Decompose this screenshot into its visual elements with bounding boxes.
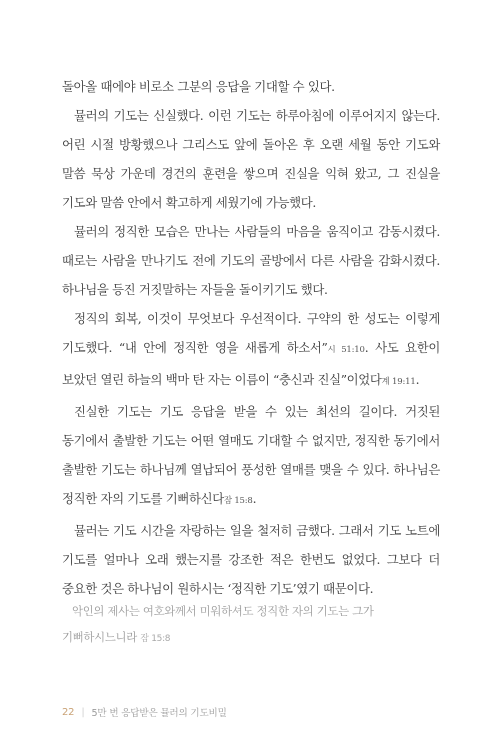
book-title: 5만 번 응답받은 뮬러의 기도비밀 bbox=[91, 708, 227, 719]
scripture-reference: 계 19:11 bbox=[381, 377, 416, 387]
paragraph-text: 돌아올 때에야 비로소 그분의 응답을 기대할 수 있다. bbox=[62, 79, 335, 94]
paragraph bbox=[62, 397, 440, 516]
paragraph bbox=[62, 72, 440, 101]
page-number: 22 bbox=[62, 706, 75, 718]
quote-text: 악인의 제사는 여호와께서 미워하셔도 정직한 자의 기도는 그가 기뻐하시느니라 bbox=[62, 604, 374, 644]
paragraph-text: . bbox=[252, 491, 257, 506]
paragraph bbox=[62, 304, 440, 397]
footer-separator: | bbox=[81, 706, 85, 718]
paragraph-text: . bbox=[415, 372, 420, 387]
paragraph bbox=[62, 101, 440, 217]
paragraph-text: 뮬러의 정직한 모습은 만나는 사람들의 마음을 움직이고 감동시켰다. 때로는 사람을 만나기도 전에 기도의 골방에서 다른 사람을 감화시켰다. 하나님을 등진 거짓말하는 자들을 돌이키기도 했다. bbox=[62, 224, 440, 297]
paragraph-text: . 사도 요한이 보았던 열린 하늘의 백마 탄 자는 이름이 “충신과 진실”이었다 bbox=[62, 340, 440, 387]
paragraph-text: 뮬러는 기도 시간을 자랑하는 일을 철저히 금했다. 그래서 기도 노트에 기도를 얼마나 오래 했는지를 강조한 적은 한번도 없었다. 그보다 더 중요한 것은 하나님이 원하시는 ‘정직한 기도’였기 때문이다. bbox=[62, 523, 440, 596]
paragraph bbox=[62, 516, 440, 603]
scripture-reference: 시 51:10 bbox=[327, 345, 365, 355]
paragraph-text: 정직의 회복, 이것이 무엇보다 우선적이다. 구약의 한 성도는 이렇게 기도했다. “내 안에 정직한 영을 새롭게 하소서” bbox=[62, 311, 440, 355]
page-footer bbox=[62, 705, 227, 719]
body-text bbox=[62, 72, 440, 603]
scripture-quote bbox=[62, 598, 446, 652]
scripture-reference: 잠 15:8 bbox=[223, 496, 253, 506]
paragraph-text: 뮬러의 기도는 신실했다. 이런 기도는 하루아침에 이루어지지 않는다. 어린 시절 방황했으나 그리스도 앞에 돌아온 후 오랜 세월 동안 기도와 말씀 묵상 가운데 경건의 훈련을 쌓으며 진실을 익혀 왔고, 그 진실을 기도와 말씀 안에서 확고하게 세웠기에 가능했다. bbox=[62, 108, 440, 210]
paragraph-text: 진실한 기도는 기도 응답을 받을 수 있는 최선의 길이다. 거짓된 동기에서 출발한 기도는 어떤 열매도 기대할 수 없지만, 정직한 동기에서 출발한 기도는 하나님께 열납되어 풍성한 열매를 맺을 수 있다. 하나님은 정직한 자의 기도를 기뻐하신다 bbox=[62, 404, 440, 506]
quote-reference: 잠 15:8 bbox=[140, 634, 171, 644]
paragraph bbox=[62, 217, 440, 304]
